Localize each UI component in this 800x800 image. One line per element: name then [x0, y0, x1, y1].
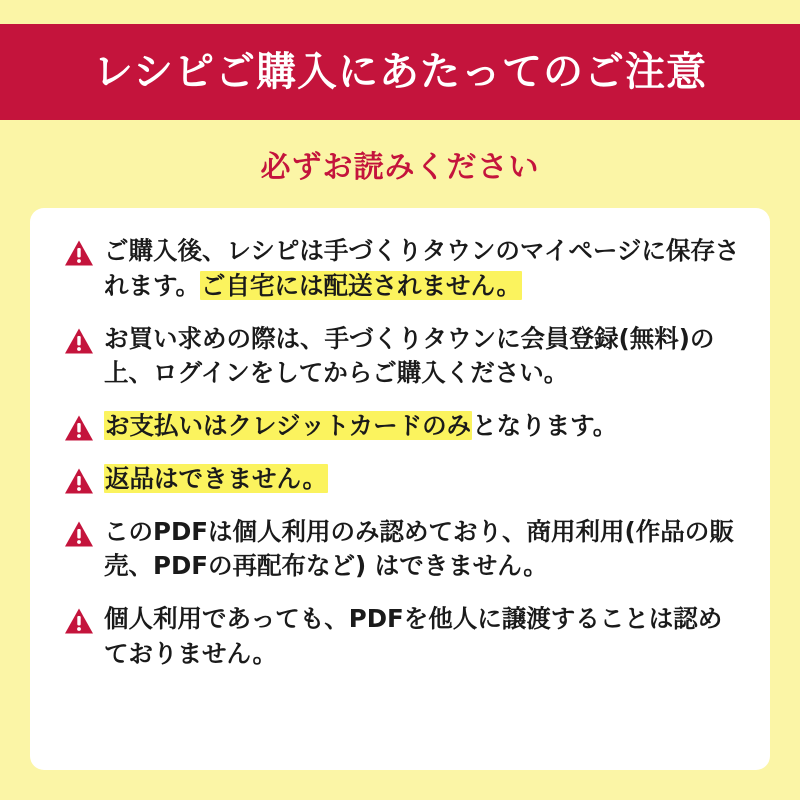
highlighted-text: お支払いはクレジットカードのみ: [105, 411, 472, 441]
warning-icon: [64, 520, 94, 548]
header-band: [0, 24, 800, 120]
warning-icon: [64, 327, 94, 355]
plain-text: ご購入後、レシピは手づくりタウンのマイページに保存されます。: [104, 236, 740, 300]
notice-item: [64, 234, 740, 304]
warning-icon: [64, 467, 94, 495]
plain-text: このPDFは個人利用のみ認めており、商用利用(作品の販売、PDFの再配布など) はできません。: [104, 516, 734, 581]
notice-item-text: [104, 602, 740, 672]
notice-list: [64, 234, 740, 672]
plain-text: となります。: [472, 411, 618, 441]
notice-item-text: [104, 322, 740, 392]
plain-text: 個人利用であっても、PDFを他人に譲渡することは認めておりません。: [104, 604, 723, 669]
page-subtitle: 必ずお読みください: [260, 150, 540, 185]
notice-item-text: [104, 515, 740, 585]
page-title: レシピご購入にあたってのご注意: [93, 49, 707, 95]
highlighted-text: 返品はできません。: [105, 463, 327, 493]
notice-item: [64, 322, 740, 392]
warning-icon: [64, 607, 94, 635]
notice-item-text: [104, 234, 740, 304]
highlighted-text: ご自宅には配送されません。: [201, 270, 522, 300]
notice-card: [30, 208, 770, 770]
notice-item: [64, 602, 740, 672]
notice-item-text: [104, 462, 328, 497]
notice-item: [64, 462, 740, 497]
warning-icon: [64, 239, 94, 267]
warning-icon: [64, 414, 94, 442]
notice-item: [64, 515, 740, 585]
notice-item-text: [104, 409, 617, 444]
notice-item: [64, 409, 740, 444]
plain-text: お買い求めの際は、手づくりタウンに会員登録(無料)の上、ログインをしてからご購入ください。: [104, 323, 715, 388]
